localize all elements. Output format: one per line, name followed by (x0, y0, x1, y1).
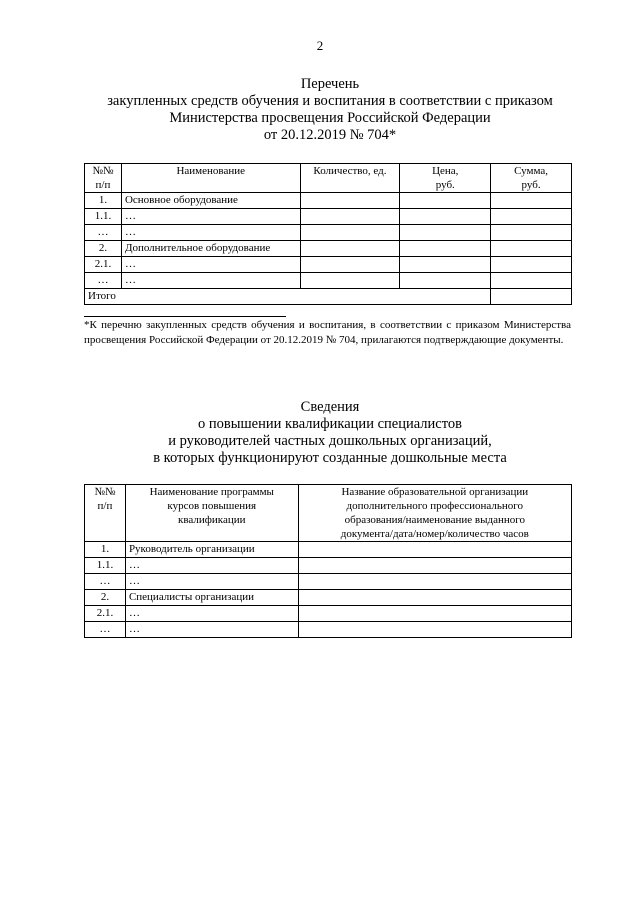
header-program: Наименование программы курсов повышения квалификации (125, 485, 298, 542)
header-num: №№ п/п (85, 485, 126, 542)
row-name: … (121, 257, 300, 273)
row-num: 1. (85, 542, 126, 558)
list-title-line: от 20.12.2019 № 704* (263, 127, 397, 143)
table-row (85, 225, 572, 241)
row-num: 2.1. (85, 257, 122, 273)
row-name: … (125, 558, 298, 574)
list-title-line: Перечень (300, 76, 360, 92)
table-row (85, 622, 572, 638)
total-row (85, 289, 572, 305)
list-title-line: закупленных средств обучения и воспитания в соответствии с приказом (107, 93, 553, 109)
list-title-line: Министерства просвещения Российской Федерации (169, 110, 491, 126)
row-num: 1.1. (85, 558, 126, 574)
row-num: … (85, 574, 126, 590)
info-title-line: в которых функционируют созданные дошкольные места (153, 450, 507, 466)
total-label: Итого (85, 289, 491, 305)
table-header-row (85, 485, 572, 542)
list-title (60, 76, 600, 144)
header-sum: Сумма, руб. (491, 164, 572, 193)
row-num: 2.1. (85, 606, 126, 622)
table-row (85, 606, 572, 622)
table-row (85, 590, 572, 606)
info-title-line: Сведения (300, 399, 360, 415)
row-name: … (125, 606, 298, 622)
row-num: 2. (85, 241, 122, 257)
info-title-line: о повышении квалификации специалистов (198, 416, 462, 432)
header-num: №№ п/п (85, 164, 122, 193)
table-header-row (85, 164, 572, 193)
info-title-line: и руководителей частных дошкольных организаций, (168, 433, 492, 449)
row-num: … (85, 225, 122, 241)
row-num: 1. (85, 193, 122, 209)
table-row (85, 209, 572, 225)
row-name: … (125, 622, 298, 638)
footnote-divider (84, 316, 286, 317)
footnote: *К перечню закупленных средств обучения и воспитания, в соответствии с приказом Министерства просвещения Российской Федерации от 20.12.2019 № 704, прилагаются подтверждающие документы. (84, 319, 571, 346)
row-name: … (125, 574, 298, 590)
header-quantity: Количество, ед. (300, 164, 400, 193)
row-name: Основное оборудование (121, 193, 300, 209)
table-row (85, 257, 572, 273)
table-row (85, 574, 572, 590)
page-number: 2 (316, 38, 324, 53)
header-price: Цена, руб. (400, 164, 491, 193)
table-row (85, 542, 572, 558)
row-num: 1.1. (85, 209, 122, 225)
equipment-table (84, 163, 572, 305)
row-name: … (121, 225, 300, 241)
training-table (84, 484, 572, 638)
header-name: Наименование (121, 164, 300, 193)
table-row (85, 241, 572, 257)
table-row (85, 558, 572, 574)
table-row (85, 273, 572, 289)
table-row (85, 193, 572, 209)
row-name: Специалисты организации (125, 590, 298, 606)
row-name: … (121, 209, 300, 225)
info-title (60, 399, 600, 467)
row-num: 2. (85, 590, 126, 606)
row-num: … (85, 622, 126, 638)
header-organization: Название образовательной организации дополнительного профессионального образования/наименование выданного документа/дата/номер/количество часов (298, 485, 571, 542)
row-name: … (121, 273, 300, 289)
row-num: … (85, 273, 122, 289)
row-name: Дополнительное оборудование (121, 241, 300, 257)
row-name: Руководитель организации (125, 542, 298, 558)
